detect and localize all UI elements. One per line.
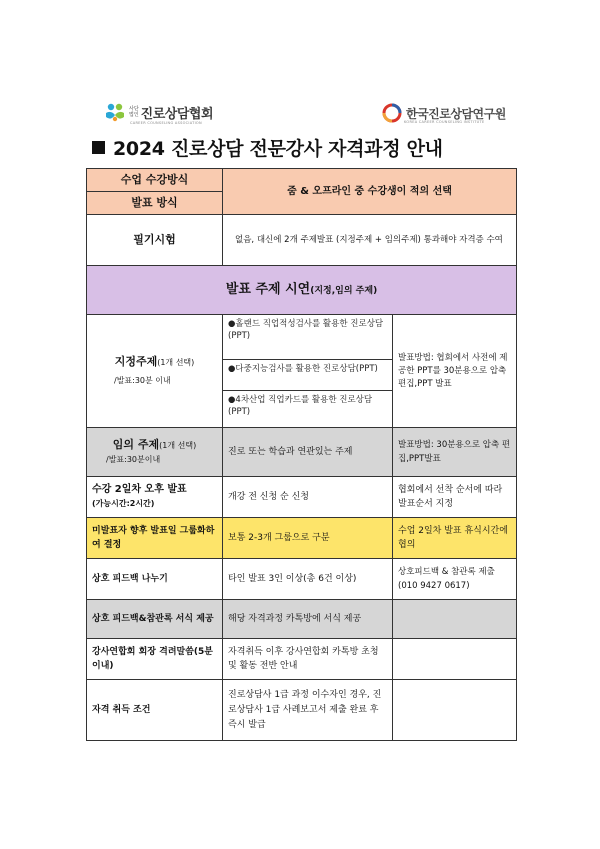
feedback-form-row <box>87 600 517 639</box>
feedback-form-value: 해당 자격과정 카톡방에 서식 제공 <box>228 614 362 624</box>
optional-topic-label-cell <box>87 428 223 477</box>
course-info-table <box>86 168 517 741</box>
optional-topic-note: (1개 선택) <box>159 440 197 450</box>
condition-label: 자격 취득 조건 <box>92 705 151 715</box>
assigned-topic-note-cell <box>393 315 517 428</box>
association-subtitle: CAREER COUNSELING ASSOCIATION <box>130 121 202 125</box>
assigned-option-multiple-intelligence: ●다중지능검사를 활용한 진로상담(PPT) <box>223 359 392 390</box>
assigned-option-holland: ●홀랜드 직업적성검사를 활용한 진로상담(PPT) <box>228 319 384 341</box>
chair-label-cell <box>87 639 223 680</box>
feedback-value-cell <box>223 559 393 600</box>
optional-topic-sub: /발표:30분이내 <box>106 454 161 464</box>
presentation-method-cell <box>87 192 223 215</box>
optional-topic-row <box>87 428 517 477</box>
day2-note: 협회에서 선착 순서에 따라 발표순서 지정 <box>398 485 503 509</box>
method-value: 줌 & 오프라인 중 수강생이 적의 선택 <box>287 185 452 197</box>
day2-note-cell <box>393 477 517 518</box>
non-presenter-row <box>87 518 517 559</box>
institute-name: 한국진로상담연구원 <box>406 106 506 121</box>
condition-empty-cell <box>393 680 517 741</box>
chair-value: 자격취득 이후 강사연합회 카톡방 초청 및 활동 전반 안내 <box>228 647 379 671</box>
optional-topic-note-cell <box>393 428 517 477</box>
written-exam-label: 필기시험 <box>133 232 176 246</box>
feedback-value: 타인 발표 3인 이상(총 6건 이상) <box>228 574 357 584</box>
day2-row <box>87 477 517 518</box>
assigned-topic-method: 발표방법: 협회에서 사전에 제공한 PPT를 30분용으로 압축 편집,PPT 발표 <box>398 352 508 389</box>
page-title <box>92 134 443 161</box>
feedback-label: 상호 피드백 나누기 <box>92 574 168 584</box>
institute-logo-icon <box>382 103 402 123</box>
non-presenter-value: 보통 2-3개 그룹으로 구분 <box>228 533 330 543</box>
institute-logo <box>382 101 506 125</box>
feedback-label-cell <box>87 559 223 600</box>
assigned-topic-note: (1개 선택) <box>157 357 195 367</box>
assigned-topic-label-cell <box>87 315 223 428</box>
chair-label: 강사연합회 회장 격려말씀(5분이내) <box>92 647 213 671</box>
demo-header-cell <box>87 266 517 315</box>
chair-value-cell <box>223 639 393 680</box>
optional-topic-value-cell <box>223 428 393 477</box>
non-presenter-label-cell <box>87 518 223 559</box>
non-presenter-note: 수업 2일차 발표 휴식시간에 협의 <box>398 526 508 550</box>
assigned-option-job-card: ●4차산업 직업카드를 활용한 진로상담(PPT) <box>223 390 392 424</box>
non-presenter-value-cell <box>223 518 393 559</box>
feedback-form-empty-cell <box>393 600 517 639</box>
association-logo-icon <box>104 101 126 123</box>
logo-small-2: 법인 <box>129 112 139 118</box>
title-square-icon <box>92 141 105 154</box>
demo-header-main: 발표 주제 시연 <box>225 281 311 297</box>
condition-row <box>87 680 517 741</box>
presentation-method-label: 발표 방식 <box>131 195 178 209</box>
chair-row <box>87 639 517 680</box>
method-label-cell <box>87 169 223 192</box>
day2-sub: (가능시간:2시간) <box>92 499 155 508</box>
day2-value-cell <box>223 477 393 518</box>
day2-label: 수강 2일차 오후 발표 <box>92 484 187 495</box>
association-logo-small <box>129 106 139 118</box>
assigned-topic-row <box>87 315 517 428</box>
association-name: 진로상담협회 <box>140 106 214 122</box>
association-logo <box>104 99 213 125</box>
written-exam-row <box>87 215 517 266</box>
day2-label-cell <box>87 477 223 518</box>
feedback-form-value-cell <box>223 600 393 639</box>
condition-label-cell <box>87 680 223 741</box>
feedback-row <box>87 559 517 600</box>
method-value-cell <box>223 169 517 215</box>
feedback-form-label: 상호 피드백&참관록 서식 제공 <box>92 614 214 624</box>
optional-topic-value: 진로 또는 학습과 연관있는 주제 <box>228 447 353 457</box>
condition-value: 진로상담사 1급 과정 이수자인 경우, 진로상담사 1급 사례보고서 제출 완료 후 즉시 발급 <box>228 689 382 730</box>
written-exam-value: 없음, 대신에 2개 주제발표 (지정주제 + 임의주제) 통과해야 자격증 수여 <box>235 235 503 245</box>
demo-header-row <box>87 266 517 315</box>
method-label: 수업 수강방식 <box>120 172 189 186</box>
feedback-note-cell <box>393 559 517 600</box>
non-presenter-label: 미발표자 향후 발표일 그룹화하여 결정 <box>92 526 215 550</box>
demo-header-sub: (지정,임의 주제) <box>310 285 378 296</box>
optional-topic-label: 임의 주제 <box>112 437 160 451</box>
assigned-topic-options-cell <box>223 315 393 428</box>
condition-value-cell <box>223 680 393 741</box>
logo-small-1: 사단 <box>129 106 139 112</box>
assigned-topic-label: 지정주제 <box>114 354 158 368</box>
page-title-text: 2024 진로상담 전문강사 자격과정 안내 <box>113 138 443 160</box>
institute-subtitle: KOREA CAREER COUNSELING INSTITUTE <box>404 120 485 124</box>
feedback-note: 상호피드백 & 참관록 제출(010 9427 0617) <box>398 567 495 591</box>
feedback-form-label-cell <box>87 600 223 639</box>
method-row <box>87 169 517 192</box>
written-exam-label-cell <box>87 215 223 266</box>
non-presenter-note-cell <box>393 518 517 559</box>
day2-value: 개강 전 신청 순 신청 <box>228 492 309 502</box>
chair-empty-cell <box>393 639 517 680</box>
assigned-topic-sub: /발표:30분 이내 <box>114 375 171 385</box>
optional-topic-method: 발표방법: 30분용으로 압축 편집,PPT발표 <box>398 440 511 464</box>
written-exam-value-cell <box>223 215 517 266</box>
